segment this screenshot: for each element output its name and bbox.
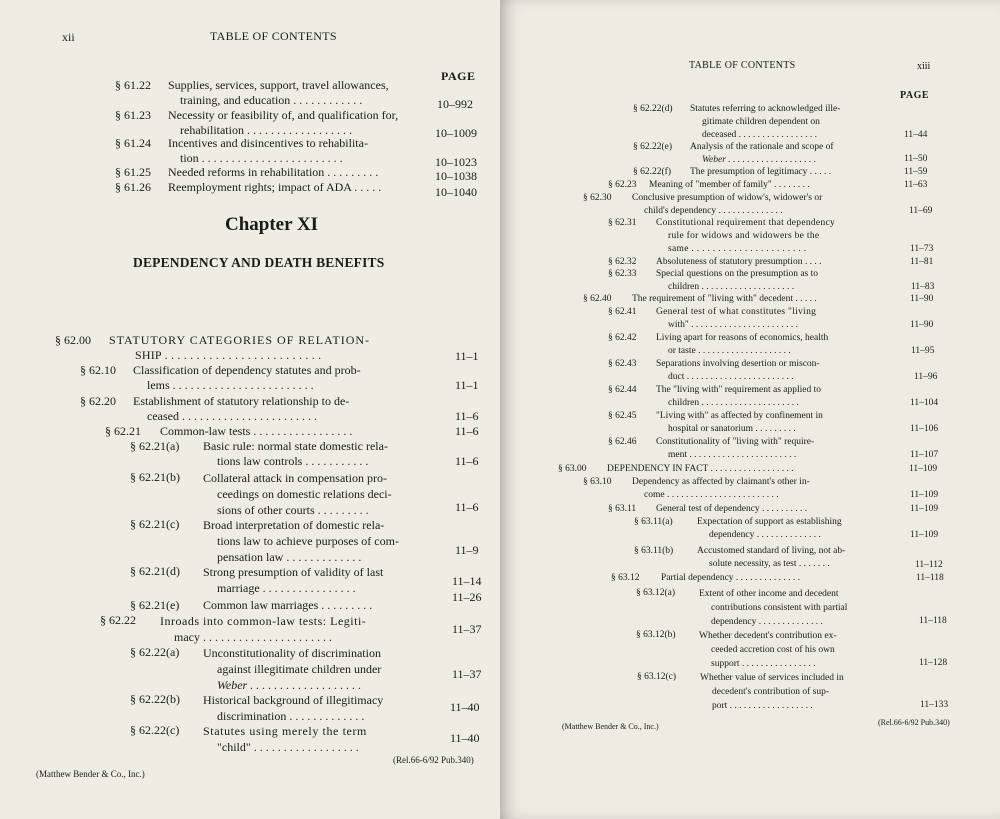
entry-title-line: Weber . . . . . . . . . . . . . . . . . . . <box>702 154 817 165</box>
entry-title-line: Incentives and disincentives to rehabilita- <box>168 136 368 150</box>
entry-title-line: or taste . . . . . . . . . . . . . . . . . . . . <box>668 345 791 356</box>
footer-publisher: (Matthew Bender & Co., Inc.) <box>36 769 145 779</box>
page-ref: 11–109 <box>910 490 939 500</box>
section-number: § 63.00 <box>558 464 587 474</box>
page-ref: 11–95 <box>911 346 935 356</box>
entry-title-line: General test of what constitutes "living <box>656 307 817 317</box>
entry-title-line: Inroads into common-law tests: Legiti- <box>160 614 367 628</box>
entry-title-line: tions law to achieve purposes of com- <box>217 534 399 548</box>
page-ref: 11–90 <box>910 320 934 330</box>
entry-title-line: ceased . . . . . . . . . . . . . . . . . . . . . . . <box>147 409 317 423</box>
section-number: § 62.22 <box>100 613 136 627</box>
section-number: § 62.46 <box>608 437 637 447</box>
page-ref: 11–26 <box>452 590 482 604</box>
page-ref: 10–992 <box>437 97 473 111</box>
section-number: § 62.10 <box>80 363 116 377</box>
section-number: § 62.42 <box>608 333 637 343</box>
entry-title-line: deceased . . . . . . . . . . . . . . . . . <box>702 129 818 140</box>
entry-title-line: rule for widows and widowers be the <box>668 230 820 241</box>
section-number: § 63.12(c) <box>637 672 677 682</box>
page-ref: 11–81 <box>910 257 934 267</box>
entry-title-line: gitimate children dependent on <box>702 116 820 127</box>
right-page <box>500 0 1000 819</box>
page-ref: 10–1009 <box>435 126 477 140</box>
section-number: § 63.12(b) <box>636 630 676 640</box>
entry-title-line: contributions consistent with partial <box>711 603 848 613</box>
entry-title-line: Broad interpretation of domestic rela- <box>203 518 385 532</box>
running-header: TABLE OF CONTENTS <box>210 29 337 43</box>
page-ref: 11–37 <box>452 622 482 636</box>
section-number: § 62.23 <box>608 180 637 190</box>
entry-title-line: Expectation of support as establishing <box>697 517 842 527</box>
entry-title-line: macy . . . . . . . . . . . . . . . . . . . . . . <box>174 630 332 644</box>
entry-title-line: hospital or sanatorium . . . . . . . . . <box>668 423 796 434</box>
page-ref: 11–73 <box>910 244 934 254</box>
page-ref: 11–69 <box>909 206 933 216</box>
section-number: § 62.22(e) <box>633 142 673 152</box>
entry-title-line: discrimination . . . . . . . . . . . . . <box>217 709 365 723</box>
section-number: § 62.22(c) <box>130 723 180 737</box>
chapter-subtitle: DEPENDENCY AND DEATH BENEFITS <box>133 255 385 270</box>
section-number: § 62.21(d) <box>130 564 180 578</box>
page-number: xii <box>62 30 75 44</box>
page-number: xiii <box>917 61 931 72</box>
section-number: § 61.26 <box>115 180 151 194</box>
entry-title-line: Accustomed standard of living, not ab- <box>697 546 846 556</box>
section-number: § 62.22(b) <box>130 692 180 706</box>
section-number: § 62.21(b) <box>130 470 180 484</box>
section-number: § 62.21(e) <box>130 598 180 612</box>
page-ref: 11–1 <box>455 378 479 392</box>
entry-title-line: Extent of other income and decedent <box>699 589 839 599</box>
section-number: § 63.10 <box>583 477 612 487</box>
entry-title-line: child's dependency . . . . . . . . . . . . . . <box>644 205 783 216</box>
entry-title-line: Whether value of services included in <box>700 673 844 683</box>
entry-title-line: Constitutional requirement that dependency <box>656 218 836 228</box>
entry-title-line: Establishment of statutory relationship to de- <box>133 394 350 408</box>
entry-title-line: decedent's contribution of sup- <box>712 687 830 697</box>
page-ref: 11–50 <box>904 154 928 164</box>
section-number: § 62.45 <box>608 411 637 421</box>
section-number: § 63.11(b) <box>634 546 674 556</box>
page-ref: 11–6 <box>455 500 479 514</box>
page-column-label: PAGE <box>900 90 930 101</box>
page-ref: 11–6 <box>455 454 479 468</box>
page-ref: 11–104 <box>910 398 939 408</box>
entry-title-line: DEPENDENCY IN FACT . . . . . . . . . . . . . . . . . . <box>607 464 794 474</box>
section-number: § 62.22(a) <box>130 645 180 659</box>
page-ref: 11–59 <box>904 167 928 177</box>
entry-title-line: port . . . . . . . . . . . . . . . . . . <box>712 701 813 711</box>
entry-title-line: Conclusive presumption of widow's, widower's or <box>632 193 823 203</box>
page-ref: 11–40 <box>450 700 480 714</box>
section-number: § 62.40 <box>583 294 612 304</box>
page-ref: 11–1 <box>455 349 479 363</box>
entry-title-line: Basic rule: normal state domestic rela- <box>203 439 388 453</box>
entry-title-line: STATUTORY CATEGORIES OF RELATION- <box>109 333 371 347</box>
entry-title-line: The requirement of "living with" decedent . . . . . <box>632 294 817 304</box>
section-number: § 61.23 <box>115 108 151 122</box>
section-number: § 62.41 <box>608 307 637 317</box>
section-number: § 61.22 <box>115 78 151 92</box>
entry-title-line: Collateral attack in compensation pro- <box>203 471 387 485</box>
page-ref: 11–133 <box>920 700 949 710</box>
running-header: TABLE OF CONTENTS <box>689 60 796 71</box>
entry-title-line: Supplies, services, support, travel allowances, <box>168 78 389 92</box>
entry-title-line: dependency . . . . . . . . . . . . . . <box>709 529 821 540</box>
section-number: § 62.32 <box>608 257 637 267</box>
entry-title-line: rehabilitation . . . . . . . . . . . . . . . . . . <box>180 123 352 137</box>
page-ref: 11–6 <box>455 424 479 438</box>
entry-title-line: Statutes referring to acknowledged ille- <box>690 104 841 114</box>
entry-title-line: General test of dependency . . . . . . . . . . <box>656 504 808 514</box>
entry-title-line: tion . . . . . . . . . . . . . . . . . . . . . . . . <box>180 151 343 165</box>
entry-title-line: Reemployment rights; impact of ADA . . . . . <box>168 180 382 194</box>
entry-title-line: ceedings on domestic relations deci- <box>217 487 392 501</box>
entry-title-line: The "living with" requirement as applied to <box>656 385 821 395</box>
entry-title-line: tions law controls . . . . . . . . . . . <box>217 454 369 468</box>
page-ref: 11–118 <box>916 573 944 583</box>
entry-title-line: same . . . . . . . . . . . . . . . . . . . . . . <box>668 243 807 254</box>
section-number: § 62.21(a) <box>130 439 180 453</box>
section-number: § 63.12(a) <box>636 588 676 598</box>
entry-title-line: Common law marriages . . . . . . . . . <box>203 598 373 612</box>
section-number: § 62.22(f) <box>633 167 671 177</box>
entry-title-line: duct . . . . . . . . . . . . . . . . . . . . . . . <box>668 371 794 382</box>
entry-title-line: lems . . . . . . . . . . . . . . . . . . . . . . . . <box>147 378 314 392</box>
section-number: § 62.30 <box>583 193 612 203</box>
footer-release: (Rel.66-6/92 Pub.340) <box>878 718 950 727</box>
entry-title-line: Unconstitutionality of discrimination <box>203 646 381 660</box>
section-number: § 62.43 <box>608 359 637 369</box>
page-ref: 11–83 <box>911 282 935 292</box>
entry-title-line: Absoluteness of statutory presumption . . . . <box>656 257 822 267</box>
entry-title-line: children . . . . . . . . . . . . . . . . . . . . <box>668 281 795 292</box>
entry-title-line: with" . . . . . . . . . . . . . . . . . . . . . . . <box>668 319 799 330</box>
page-ref: 11–109 <box>910 504 939 514</box>
entry-title-line: Weber . . . . . . . . . . . . . . . . . . . <box>217 678 362 692</box>
entry-title-line: Partial dependency . . . . . . . . . . . . . . <box>661 573 801 583</box>
entry-title-line: Meaning of "member of family" . . . . . . . . <box>649 180 810 190</box>
page-ref: 11–63 <box>904 180 928 190</box>
entry-title-line: Special questions on the presumption as to <box>656 269 819 279</box>
section-number: § 62.21 <box>105 424 141 438</box>
entry-title-line: marriage . . . . . . . . . . . . . . . . <box>217 581 356 595</box>
page-ref: 11–112 <box>915 560 943 570</box>
entry-title-line: Constitutionality of "living with" require- <box>656 437 815 447</box>
section-number: § 62.00 <box>55 333 91 347</box>
section-number: § 61.24 <box>115 136 151 150</box>
entry-title-line: Needed reforms in rehabilitation . . . . . . . . . <box>168 165 379 179</box>
entry-title-line: Classification of dependency statutes and prob- <box>133 363 361 377</box>
section-number: § 63.12 <box>611 573 640 583</box>
entry-title-line: "child" . . . . . . . . . . . . . . . . . . <box>217 740 359 754</box>
section-number: § 62.31 <box>608 218 637 228</box>
section-number: § 61.25 <box>115 165 151 179</box>
entry-title-line: Whether decedent's contribution ex- <box>699 631 837 641</box>
section-number: § 63.11 <box>608 504 637 514</box>
entry-title-line: Separations involving desertion or miscon- <box>656 359 820 369</box>
page-ref: 11–44 <box>904 130 928 140</box>
page-ref: 11–37 <box>452 667 482 681</box>
footer-publisher: (Matthew Bender & Co., Inc.) <box>562 722 659 731</box>
entry-title-line: support . . . . . . . . . . . . . . . . <box>711 659 816 669</box>
page-ref: 11–40 <box>450 731 480 745</box>
entry-title-line: The presumption of legitimacy . . . . . <box>690 167 832 177</box>
page-ref: 11–109 <box>910 530 939 540</box>
entry-title-line: Historical background of illegitimacy <box>203 693 384 707</box>
entry-title-line: Living apart for reasons of economics, health <box>656 333 829 343</box>
page-ref: 11–9 <box>455 543 479 557</box>
entry-title-line: against illegitimate children under <box>217 662 382 676</box>
page-ref: 11–107 <box>910 450 939 460</box>
entry-title-line: solute necessity, as test . . . . . . . <box>709 558 830 569</box>
page-ref: 11–6 <box>455 409 479 423</box>
entry-title-line: come . . . . . . . . . . . . . . . . . . . . . . . . <box>644 489 779 500</box>
footer-release: (Rel.66-6/92 Pub.340) <box>393 755 474 765</box>
entry-title-line: children . . . . . . . . . . . . . . . . . . . . . <box>668 397 799 408</box>
page-column-label: PAGE <box>441 69 476 83</box>
page-ref: 11–118 <box>919 616 947 626</box>
entry-title-line: ment . . . . . . . . . . . . . . . . . . . . . . . <box>668 449 797 460</box>
section-number: § 62.44 <box>608 385 637 395</box>
entry-title-line: dependency . . . . . . . . . . . . . . <box>711 617 823 627</box>
entry-title-line: Necessity or feasibility of, and qualification for, <box>168 108 399 122</box>
page-ref: 10–1023 <box>435 155 477 169</box>
entry-title-line: "Living with" as affected by confinement in <box>656 411 823 421</box>
entry-title-line: Dependency as affected by claimant's other in- <box>632 477 810 487</box>
entry-title-line: sions of other courts . . . . . . . . . <box>217 503 369 517</box>
section-number: § 62.33 <box>608 269 637 279</box>
entry-title-line: training, and education . . . . . . . . . . . . <box>180 93 363 107</box>
page-ref: 11–96 <box>914 372 938 382</box>
page-ref: 10–1040 <box>435 185 477 199</box>
entry-title-line: ceeded accretion cost of his own <box>711 645 835 655</box>
page-ref: 11–14 <box>452 574 482 588</box>
entry-title-line: Common-law tests . . . . . . . . . . . . . . . . . <box>160 424 353 438</box>
entry-title-line: pensation law . . . . . . . . . . . . . <box>217 550 362 564</box>
section-number: § 63.11(a) <box>634 517 673 527</box>
page-ref: 10–1038 <box>435 169 477 183</box>
section-number: § 62.20 <box>80 394 116 408</box>
page-ref: 11–128 <box>919 658 948 668</box>
entry-title-line: Statutes using merely the term <box>203 724 367 738</box>
page-ref: 11–109 <box>909 464 938 474</box>
chapter-title: Chapter XI <box>225 214 319 235</box>
section-number: § 62.21(c) <box>130 517 180 531</box>
entry-title-line: Strong presumption of validity of last <box>203 565 384 579</box>
entry-title-line: Analysis of the rationale and scope of <box>690 142 834 152</box>
section-number: § 62.22(d) <box>633 104 673 114</box>
page-ref: 11–106 <box>910 424 939 434</box>
entry-title-line: SHIP . . . . . . . . . . . . . . . . . . . . . . . . . <box>135 348 322 362</box>
page-ref: 11–90 <box>910 294 934 304</box>
